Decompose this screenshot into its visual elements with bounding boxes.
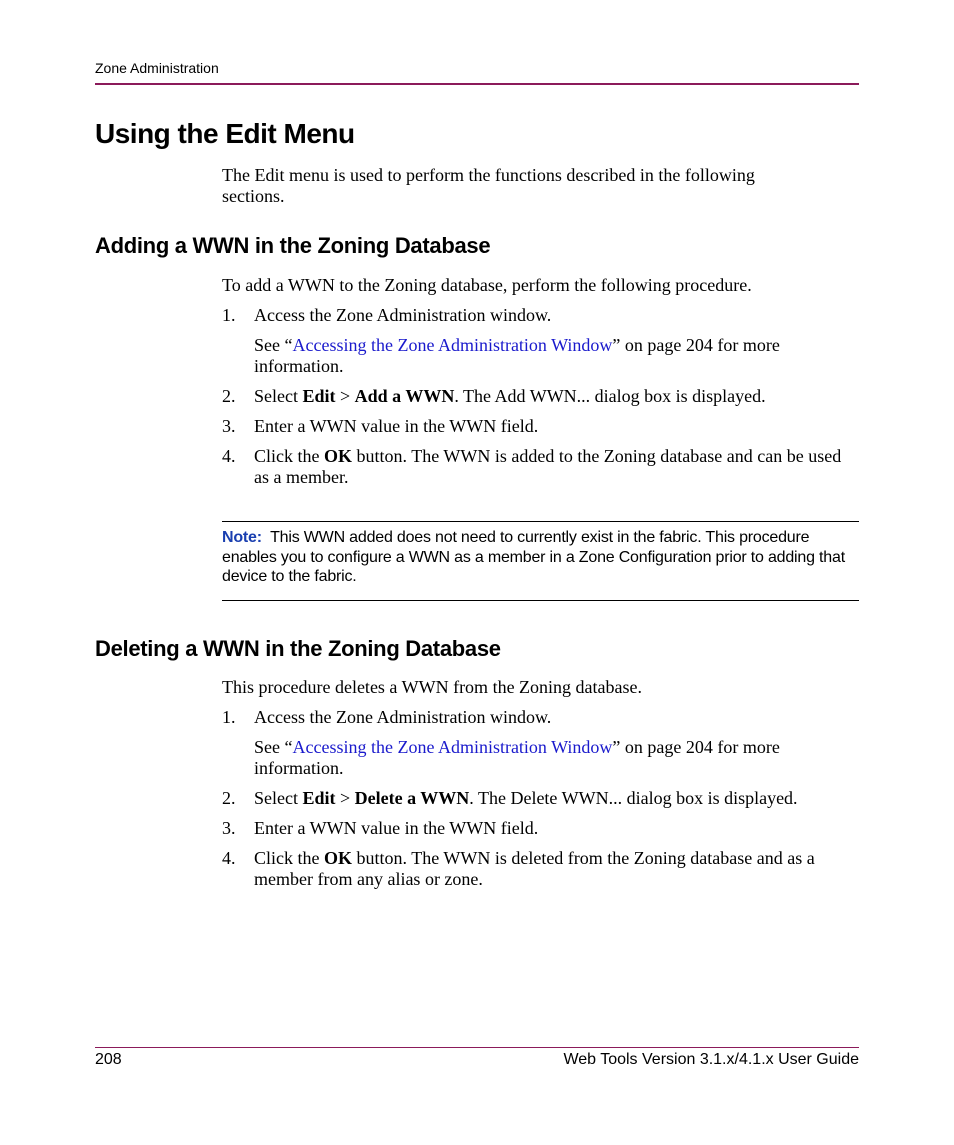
del-step-2-command: Delete a WWN xyxy=(354,788,470,808)
note-box xyxy=(222,528,859,587)
footer-rule xyxy=(95,1047,859,1048)
section-intro xyxy=(222,165,858,207)
add-see-post: ” on page 204 for more xyxy=(612,335,780,355)
add-step-4-text xyxy=(254,446,858,488)
del-step-4-number: 4. xyxy=(222,848,236,868)
add-step-4-number: 4. xyxy=(222,446,236,466)
running-header: Zone Administration xyxy=(95,60,219,76)
del-step-4-pre: Click the xyxy=(254,848,324,868)
add-see-pre: See “ xyxy=(254,335,293,355)
add-step-4-button-name: OK xyxy=(324,446,353,466)
add-step-1-number: 1. xyxy=(222,305,236,325)
note-bottom-rule xyxy=(222,600,859,601)
add-step-2-sep: > xyxy=(335,386,355,406)
section-title: Using the Edit Menu xyxy=(95,118,355,149)
add-step-2-text xyxy=(254,386,858,407)
add-step-4-pre: Click the xyxy=(254,446,324,466)
add-see-link[interactable]: Accessing the Zone Administration Window xyxy=(292,335,613,355)
page-number: 208 xyxy=(95,1051,122,1068)
del-step-3-number: 3. xyxy=(222,818,236,838)
del-step-2-menu: Edit xyxy=(302,788,336,808)
add-wwn-intro: To add a WWN to the Zoning database, perform the following procedure. xyxy=(222,275,752,295)
add-step-3-text: Enter a WWN value in the WWN field. xyxy=(254,416,539,436)
del-step-2-post: . The Delete WWN... dialog box is displayed. xyxy=(469,788,798,808)
del-see-line2: information. xyxy=(254,758,344,778)
note-label: Note: xyxy=(222,529,262,546)
del-step-4-text xyxy=(254,848,858,890)
del-see-also xyxy=(254,737,858,779)
add-step-4-post: button. The WWN is added to the Zoning database and can be used as a member. xyxy=(254,446,842,487)
del-see-pre: See “ xyxy=(254,737,293,757)
delete-wwn-heading: Deleting a WWN in the Zoning Database xyxy=(95,636,501,661)
del-step-2-text xyxy=(254,788,858,809)
del-step-1-text: Access the Zone Administration window. xyxy=(254,707,552,727)
add-see-line2: information. xyxy=(254,356,344,376)
add-step-3-number: 3. xyxy=(222,416,236,436)
note-top-rule xyxy=(222,521,859,522)
del-see-link[interactable]: Accessing the Zone Administration Window xyxy=(292,737,613,757)
add-step-2-post: . The Add WWN... dialog box is displayed. xyxy=(454,386,766,406)
del-see-post: ” on page 204 for more xyxy=(612,737,780,757)
del-step-2-pre: Select xyxy=(254,788,303,808)
delete-wwn-intro: This procedure deletes a WWN from the Zoning database. xyxy=(222,677,643,697)
del-step-3-text: Enter a WWN value in the WWN field. xyxy=(254,818,539,838)
section-intro-line2: sections. xyxy=(222,186,285,206)
del-step-4-button-name: OK xyxy=(324,848,353,868)
add-see-also xyxy=(254,335,858,377)
section-intro-line1: The Edit menu is used to perform the functions described in the following xyxy=(222,165,755,185)
add-step-2-command: Add a WWN xyxy=(354,386,455,406)
guide-title: Web Tools Version 3.1.x/4.1.x User Guide xyxy=(563,1051,859,1068)
add-wwn-heading: Adding a WWN in the Zoning Database xyxy=(95,233,491,258)
del-step-1-number: 1. xyxy=(222,707,236,727)
header-rule xyxy=(95,83,859,85)
del-step-2-number: 2. xyxy=(222,788,236,808)
add-step-2-number: 2. xyxy=(222,386,236,406)
note-text: This WWN added does not need to currently exist in the fabric. This procedure enables you to configure a WWN as a member in a Zone Configuration prior to adding that device to the fabric. xyxy=(222,529,845,585)
del-step-4-post: button. The WWN is deleted from the Zoning database and as a member from any alias or zone. xyxy=(254,848,815,889)
add-step-2-menu: Edit xyxy=(302,386,336,406)
del-step-2-sep: > xyxy=(335,788,355,808)
add-step-1-text: Access the Zone Administration window. xyxy=(254,305,552,325)
add-step-2-pre: Select xyxy=(254,386,303,406)
